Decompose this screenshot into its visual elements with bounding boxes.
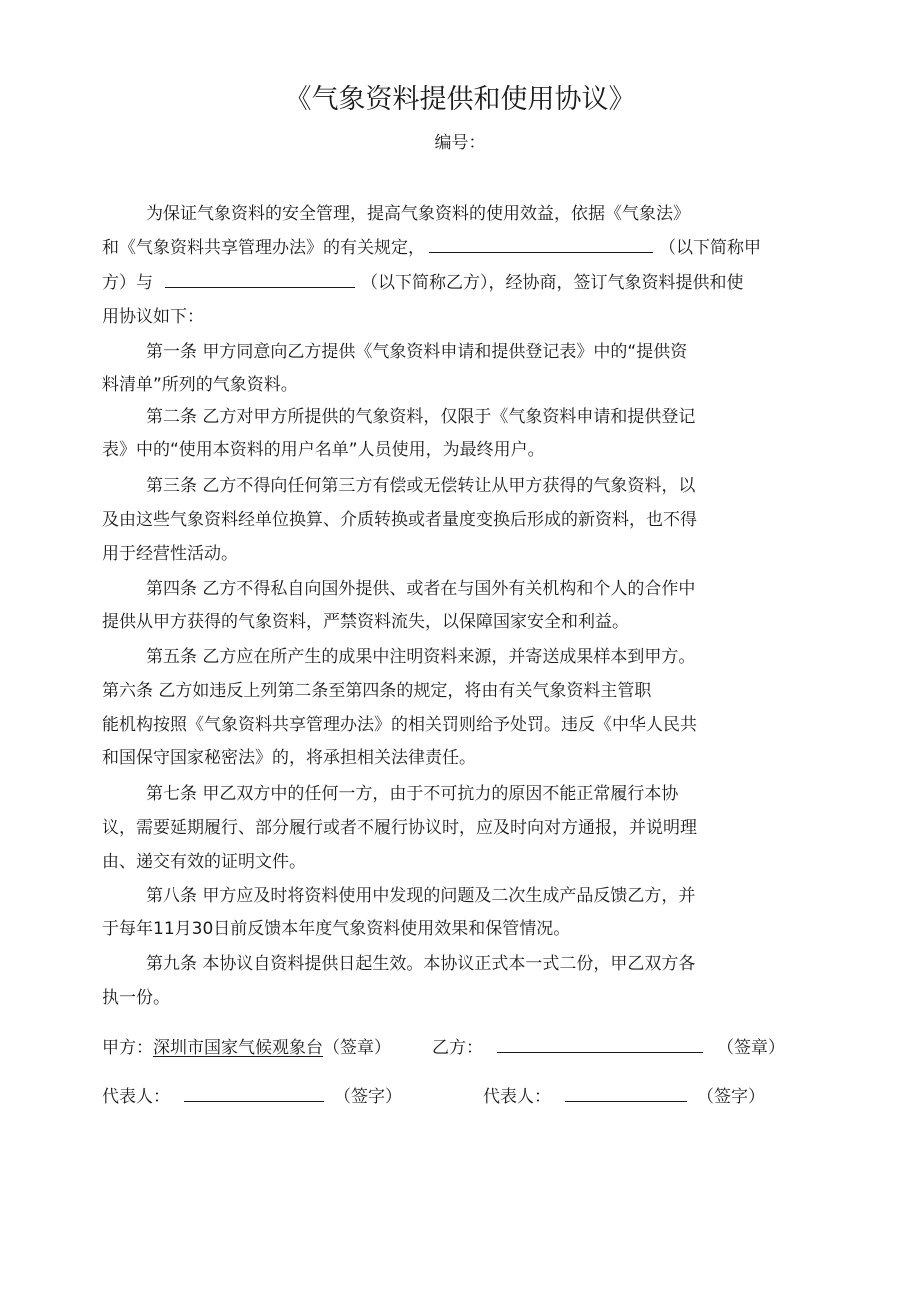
article-3-line-2: 及由这些气象资料经单位换算、介质转换或者量度变换后形成的新资料，也不得: [102, 510, 697, 530]
article-2-line-2: 表》中的“使用本资料的用户名单”人员使用，为最终用户。: [102, 440, 545, 460]
rep-b-label: 代表人：: [483, 1087, 551, 1107]
article-4-line-1: 第四条 乙方不得私自向国外提供、或者在与国外有关机构和个人的合作中: [146, 579, 696, 599]
rep-a-sign-blank: [184, 1085, 324, 1102]
article-4-line-2: 提供从甲方获得的气象资料，严禁资料流失，以保障国家安全和利益。: [102, 612, 629, 632]
article-7-line-1: 第七条 甲乙双方中的任何一方，由于不可抗力的原因不能正常履行本协: [146, 784, 679, 804]
rep-a-signature: [102, 1085, 402, 1109]
article-1-line-2: 料清单”所列的气象资料。: [102, 375, 298, 395]
article-7-line-2: 议，需要延期履行、部分履行或者不履行协议时，应及时向对方通报，并说明理: [102, 818, 697, 838]
party-b-name-blank: [165, 271, 355, 288]
rep-a-label: 代表人：: [102, 1087, 170, 1107]
article-6-line-3: 和国保守国家秘密法》的，将承担相关法律责任。: [102, 748, 476, 768]
article-1-line-1: 第一条 甲方同意向乙方提供《气象资料申请和提供登记表》中的“提供资: [146, 342, 688, 362]
rep-b-signature: [483, 1085, 765, 1109]
article-2-line-1: 第二条 乙方对甲方所提供的气象资料，仅限于《气象资料申请和提供登记: [146, 407, 696, 427]
preamble-line-3-text: 方）与: [102, 273, 153, 293]
preamble-line-3: [102, 271, 744, 295]
party-b-signature: [432, 1036, 785, 1060]
party-a-label: 甲方：: [102, 1038, 153, 1058]
preamble-line-4: 用协议如下：: [102, 307, 204, 327]
article-8-line-1: 第八条 甲方应及时将资料使用中发现的问题及二次生成产品反馈乙方，并: [146, 886, 696, 906]
rep-a-sign: （签字）: [334, 1087, 402, 1107]
document-number-label: 编号：: [434, 133, 486, 153]
preamble-line-2-text: 和《气象资料共享管理办法》的有关规定，: [102, 238, 425, 258]
article-5-line-1: 第五条 乙方应在所产生的成果中注明资料来源，并寄送成果样本到甲方。: [146, 647, 696, 667]
party-a-seal: （签章）: [323, 1038, 391, 1058]
article-6-line-2: 能机构按照《气象资料共享管理办法》的相关罚则给予处罚。违反《中华人民共: [102, 715, 697, 735]
party-b-seal-blank: [497, 1036, 703, 1053]
document-title: 《气象资料提供和使用协议》: [284, 84, 636, 115]
article-3-line-3: 用于经营性活动。: [102, 544, 238, 564]
party-b-label: 乙方：: [432, 1038, 483, 1058]
rep-b-sign-blank: [565, 1085, 687, 1102]
rep-b-sign: （签字）: [697, 1087, 765, 1107]
party-b-seal: （签章）: [717, 1038, 785, 1058]
preamble-line-1: 为保证气象资料的安全管理，提高气象资料的使用效益，依据《气象法》: [146, 204, 690, 224]
party-a-name-blank: [429, 236, 653, 253]
article-8-line-2: 于每年11月30日前反馈本年度气象资料使用效果和保管情况。: [102, 919, 571, 939]
preamble-line-3-suffix: （以下简称乙方），经协商，签订气象资料提供和使: [361, 273, 744, 293]
party-a-name: 深圳市国家气候观象台: [153, 1038, 323, 1058]
article-6-line-1: 第六条 乙方如违反上列第二条至第四条的规定，将由有关气象资料主管职: [102, 681, 652, 701]
article-7-line-3: 由、递交有效的证明文件。: [102, 852, 306, 872]
preamble-line-2: [102, 236, 761, 260]
article-9-line-1: 第九条 本协议自资料提供日起生效。本协议正式本一式二份，甲乙双方各: [146, 954, 696, 974]
article-9-line-2: 执一份。: [102, 988, 170, 1008]
party-a-signature: [102, 1036, 391, 1060]
preamble-line-2-suffix: （以下简称甲: [659, 238, 761, 258]
article-3-line-1: 第三条 乙方不得向任何第三方有偿或无偿转让从甲方获得的气象资料，以: [146, 476, 696, 496]
